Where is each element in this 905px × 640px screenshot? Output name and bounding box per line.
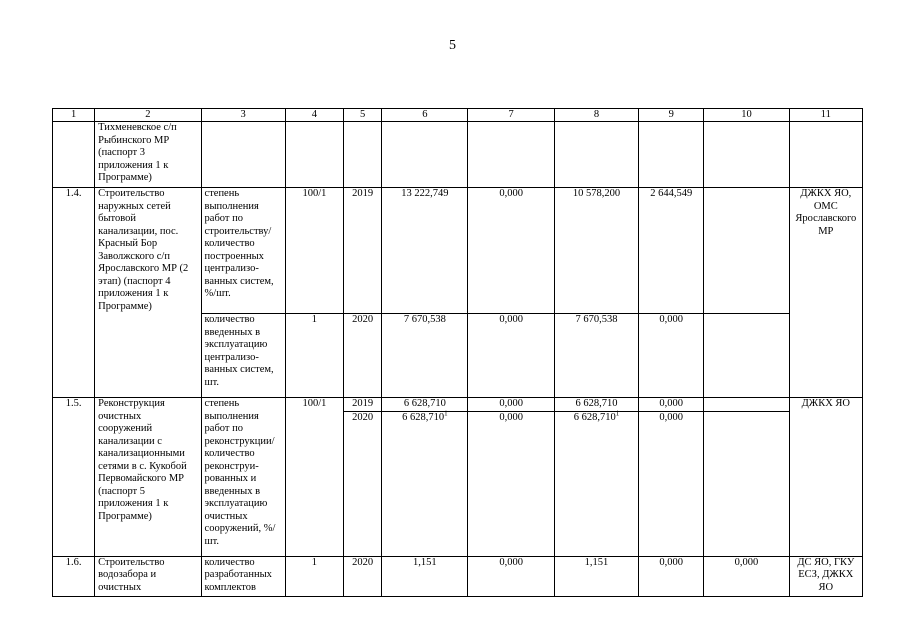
amount-col-7: 0,000 [468,556,554,596]
event-name: Строительство водозабора и очистных [95,556,201,596]
row-number: 1.4. [53,188,95,398]
header-col-3: 3 [201,109,285,122]
year: 2020 [344,314,382,398]
event-name: Строительство наружных сетей бытовой канализации, пос. Красный Бор Заволжского с/п Ярославского МР (2 этап) (паспорт 4 приложения 1 к Программе) [95,188,201,398]
total-amount: 13 222,749 [382,188,468,314]
year: 2020 [344,411,382,556]
amount-col-7: 0,000 [468,188,554,314]
unit-value: 100/1 [285,398,343,557]
amount-col-7: 0,000 [468,314,554,398]
amount-col-10 [704,314,789,398]
amount-col-8: 1,151 [554,556,638,596]
header-col-6: 6 [382,109,468,122]
header-row [53,109,863,122]
amount-col-7: 0,000 [468,411,554,556]
header-col-9: 9 [639,109,704,122]
amount-col-10 [704,398,789,412]
row-number: 1.5. [53,398,95,557]
amount-col-9: 0,000 [639,398,704,412]
event-name: Реконструкция очистных сооружений канализации с канализационными сетями в с. Кукобой Первомайского МР (паспорт 5 приложения 1 к Программе) [95,398,201,557]
executor: ДЖКХ ЯО [789,398,862,557]
amount-col-9: 0,000 [639,411,704,556]
unit-value: 100/1 [285,188,343,314]
page-number: 5 [449,38,456,53]
amount-col-8: 10 578,200 [554,188,638,314]
amount-col-8: 6 628,710 [554,398,638,412]
program-table [52,108,863,597]
year: 2019 [344,188,382,314]
amount-col-9: 0,000 [639,314,704,398]
unit-value: 1 [285,314,343,398]
table-row-1-4 [53,188,863,314]
row-number: 1.6. [53,556,95,596]
header-col-11: 11 [789,109,862,122]
amount-col-10 [704,411,789,556]
indicator: количество разработанных комплектов [201,556,285,596]
unit-value: 1 [285,556,343,596]
amount-col-9: 0,000 [639,556,704,596]
total-amount: 7 670,538 [382,314,468,398]
amount-col-10 [704,188,789,314]
amount-col-8: 7 670,538 [554,314,638,398]
amount-col-7: 0,000 [468,398,554,412]
amount-col-9: 2 644,549 [639,188,704,314]
header-col-7: 7 [468,109,554,122]
header-col-1: 1 [53,109,95,122]
table-row-1-6 [53,556,863,596]
amount-col-10: 0,000 [704,556,789,596]
executor: ДЖКХ ЯО, ОМС Ярославского МР [789,188,862,398]
year: 2020 [344,556,382,596]
year: 2019 [344,398,382,412]
total-amount: 1,151 [382,556,468,596]
indicator: степень выполнения работ по строительству/ количество построенных централизо-ванных систем, %/шт. [201,188,285,314]
table-row-continuation [53,122,863,188]
executor: ДС ЯО, ГКУ ЕСЗ, ДЖКХ ЯО [789,556,862,596]
header-col-5: 5 [344,109,382,122]
event-name: Тихменевское с/п Рыбинского МР (паспорт 3 приложения 1 к Программе) [95,122,201,188]
header-col-4: 4 [285,109,343,122]
indicator: степень выполнения работ по реконструкции/ количество реконструи-рованных и введенных в эксплуатацию очистных сооружений, %/шт. [201,398,285,557]
header-col-2: 2 [95,109,201,122]
total-amount: 6 628,710 [382,398,468,412]
header-col-10: 10 [704,109,789,122]
header-col-8: 8 [554,109,638,122]
table-row-1-5 [53,398,863,412]
total-amount: 6 628,710$^1$ [382,411,468,556]
indicator: количество введенных в эксплуатацию централизо-ванных систем, шт. [201,314,285,398]
amount-col-8: 6 628,710$^1$ [554,411,638,556]
